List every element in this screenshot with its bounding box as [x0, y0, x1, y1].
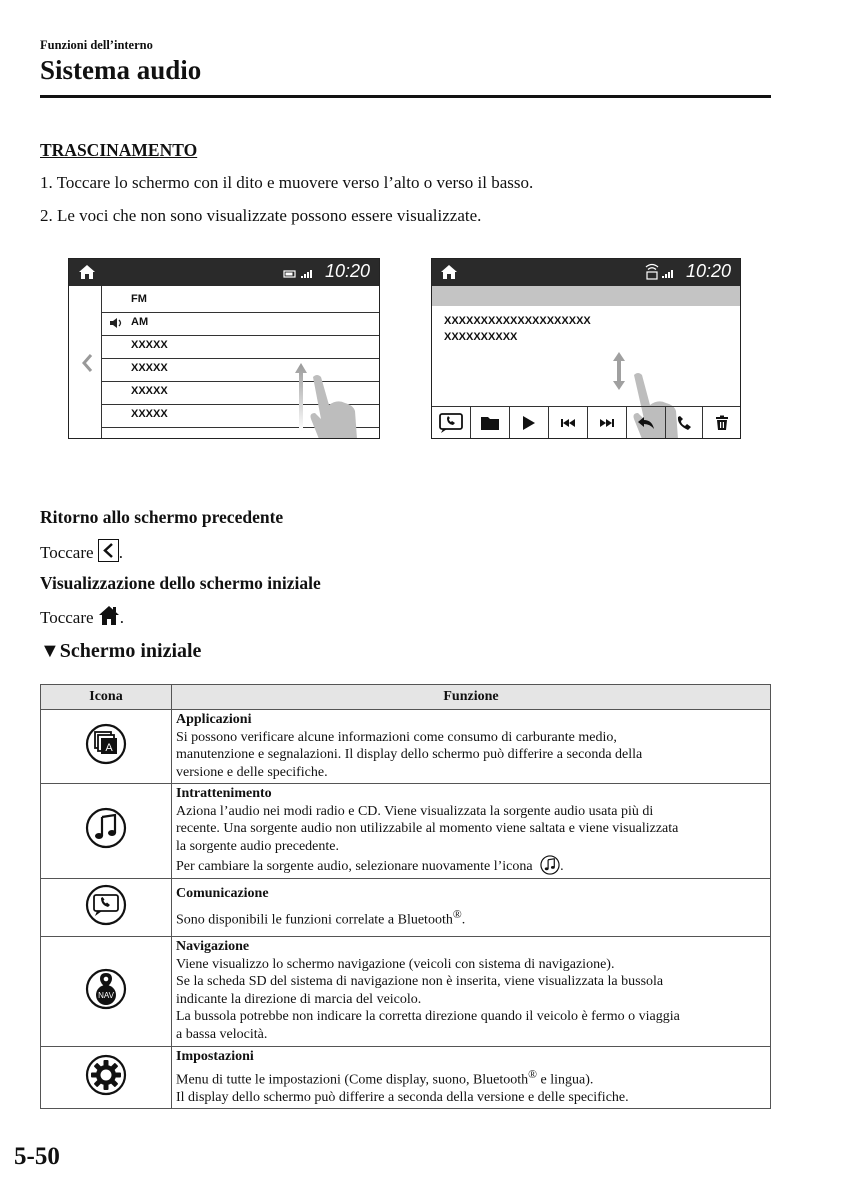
drag-heading: TRASCINAMENTO — [40, 140, 198, 160]
screen-message-example — [431, 258, 741, 439]
toolbar-phone-button[interactable] — [666, 407, 703, 439]
back-heading: Ritorno allo schermo precedente — [40, 507, 284, 527]
toolbar-next-button[interactable] — [588, 407, 627, 439]
toolbar-phone-screen-button[interactable] — [432, 407, 471, 439]
drag-step-1: 1. Toccare lo schermo con il dito e muovere verso l’alto o verso il basso. — [40, 173, 534, 192]
table-row: Comunicazione Sono disponibili le funzioni correlate a Bluetooth®. — [41, 879, 771, 937]
list-item[interactable]: XXXXX — [101, 335, 379, 359]
message-line-1: XXXXXXXXXXXXXXXXXXXX — [444, 315, 591, 327]
play-icon — [522, 415, 536, 431]
clock-time: 10:20 — [685, 261, 731, 281]
column-header-function: Funzione — [172, 685, 771, 710]
drag-gesture-icon — [291, 359, 371, 439]
svg-text:NAV: NAV — [98, 990, 114, 1000]
section-kicker: Funzioni dell’interno — [40, 38, 153, 52]
toolbar-delete-button[interactable] — [703, 407, 740, 439]
back-icon — [637, 416, 655, 430]
speaker-icon — [109, 317, 123, 329]
list-item[interactable]: XXXXX — [101, 358, 379, 382]
settings-gear-icon — [85, 1054, 127, 1096]
table-row: Intrattenimento Aziona l’audio nei modi radio e CD. Viene visualizzata la sorgente audio usata più di recente. Una sorgente audio non utilizzabile al momento viene saltata e viene visualizzata la sorgente audio precedente. Per cambiare la sorgente audio, selezionare nuovamente l’icona . — [41, 784, 771, 879]
music-note-icon — [85, 807, 127, 849]
function-title: Comunicazione — [176, 886, 269, 902]
list-item[interactable]: XXXXX — [101, 404, 379, 428]
drag-step-2: 2. Le voci che non sono visualizzate possono essere visualizzate. — [40, 206, 482, 225]
back-instruction: Toccare . — [40, 539, 123, 563]
function-title: Applicazioni — [176, 712, 252, 727]
scroll-arrows-icon — [612, 351, 626, 391]
svg-text:A: A — [105, 741, 113, 754]
list-item[interactable]: AM — [101, 312, 379, 336]
icon-function-table — [40, 684, 771, 1109]
function-title: Impostazioni — [176, 1049, 254, 1064]
table-row: NAV Navigazione Viene visualizzo lo schermo navigazione (veicoli con sistema di navigazione). Se la scheda SD del sistema di navigazione non è inserita, viene visualizzata la bussola indicante la direzione di marcia del veicolo. La bussola potrebbe non indicare la corretta direzione quando il veicolo è fermo o viaggia a bassa velocità. — [41, 937, 771, 1047]
list-item[interactable]: XXXXX — [101, 381, 379, 405]
phone-screen-icon — [438, 412, 464, 434]
toolbar-folder-button[interactable] — [471, 407, 510, 439]
toolbar-back-button[interactable] — [627, 407, 666, 439]
communication-icon — [85, 884, 127, 926]
music-note-icon — [540, 855, 560, 875]
trash-icon — [715, 415, 729, 431]
message-title-bar — [432, 286, 740, 306]
navigation-icon — [85, 968, 127, 1010]
status-icons — [283, 268, 315, 279]
previous-icon — [560, 418, 576, 428]
column-header-icon: Icona — [41, 685, 172, 710]
clock-time: 10:20 — [324, 261, 370, 281]
table-row: A Applicazioni Si possono verificare alcune informazioni come consumo di carburante medio, manutenzione e segnalazioni. Il display dello schermo può differire a seconda della versione e delle specifiche. — [41, 710, 771, 784]
function-title: Navigazione — [176, 939, 250, 954]
home-heading: Visualizzazione dello schermo iniziale — [40, 573, 321, 593]
home-icon — [98, 605, 120, 626]
back-chevron-icon — [98, 539, 119, 562]
status-icons — [644, 262, 676, 282]
table-row: Impostazioni Menu di tutte le impostazioni (Come display, suono, Bluetooth® e lingua). Il display dello schermo può differire a seconda della versione e delle specifiche. — [41, 1047, 771, 1109]
toolbar-play-button[interactable] — [510, 407, 549, 439]
applications-icon — [85, 723, 127, 765]
home-icon — [440, 264, 458, 280]
chevron-left-icon[interactable] — [81, 353, 93, 373]
home-icon — [78, 264, 96, 280]
home-instruction: Toccare . — [40, 605, 124, 628]
toolbar-previous-button[interactable] — [549, 407, 588, 439]
screen-list-example — [68, 258, 380, 439]
phone-icon — [676, 415, 692, 431]
page-number: 5-50 — [14, 1143, 60, 1170]
function-title: Intrattenimento — [176, 786, 272, 801]
folder-icon — [480, 415, 500, 431]
next-icon — [599, 418, 615, 428]
screen-header — [69, 259, 379, 286]
list-item[interactable]: FM — [101, 289, 379, 313]
message-line-2: XXXXXXXXXX — [444, 331, 518, 343]
title-rule — [40, 95, 771, 98]
page-title: Sistema audio — [40, 55, 202, 85]
screen-header — [432, 259, 740, 286]
home-screen-heading: ▼Schermo iniziale — [40, 640, 202, 662]
